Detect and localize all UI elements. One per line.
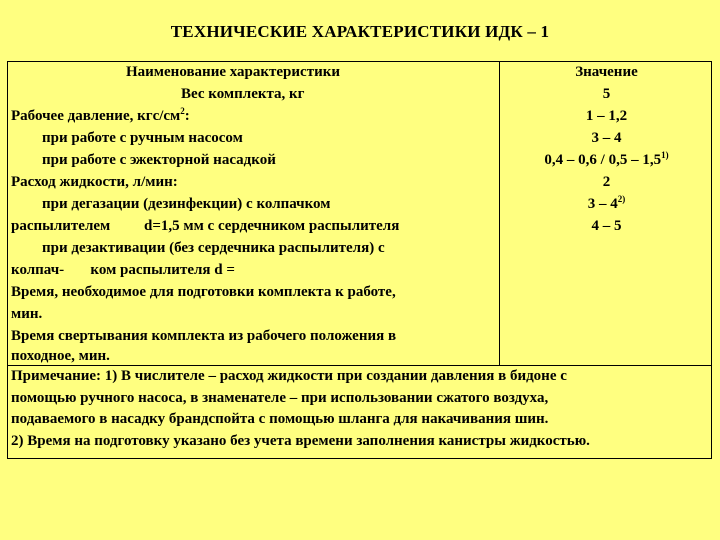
row-flow-label: Расход жидкости, л/мин: bbox=[11, 174, 178, 190]
row-pressure-label: Рабочее давление, кгс/$см^2$: bbox=[11, 106, 190, 124]
note-line-2: помощью ручного насоса, в знаменателе – при использовании сжатого воздуха, bbox=[11, 389, 549, 406]
row-hand-pump-value: 3 – 4 bbox=[591, 130, 622, 146]
row-weight-value: 5 bbox=[602, 86, 611, 102]
row-ejector-label: при работе с эжекторной насадкой bbox=[42, 152, 276, 168]
row-flow-value: 2 bbox=[602, 174, 611, 190]
header-value-column: Значение bbox=[575, 64, 638, 80]
row-hand-pump-label: при работе с ручным насосом bbox=[42, 130, 243, 146]
row-weight-label: Вес комплекта, кг bbox=[181, 86, 305, 102]
row-fold-time-unit: походное, мин. bbox=[11, 348, 110, 364]
row-degassing-value: 3 – 4$^{2)}$ bbox=[587, 194, 626, 212]
row-fold-time-label: Время свертывания комплекта из рабочего положения в bbox=[11, 328, 397, 344]
row-prep-time-unit: мин. bbox=[11, 306, 43, 322]
page-title: ТЕХНИЧЕСКИЕ ХАРАКТЕРИСТИКИ ИДК – 1 bbox=[170, 22, 550, 41]
row-prep-time-label: Время, необходимое для подготовки комплекта к работе, bbox=[11, 284, 396, 300]
note-line-3: подаваемого в насадку брандспойта с помощью шланга для накачивания шин. bbox=[11, 411, 549, 427]
note-line-1: Примечание: 1) В числителе – расход жидкости при создании давления в бидоне с bbox=[11, 368, 567, 384]
row-decontamination-label: при дезактивации (без сердечника распылителя) с bbox=[42, 240, 385, 256]
row-cap-label: колпач- ком распылителя d = bbox=[11, 262, 235, 278]
row-degassing-label: при дегазации (дезинфекции) с колпачком bbox=[42, 196, 331, 212]
row-pressure-value: 1 – 1,2 bbox=[585, 108, 628, 124]
characteristics-table bbox=[7, 61, 712, 459]
table-note bbox=[11, 366, 711, 452]
column-divider bbox=[499, 62, 500, 365]
row-sprayer-value: 4 – 5 bbox=[591, 218, 622, 234]
row-sprayer-label: распылителем d=1,5 мм с сердечником распылителя bbox=[11, 218, 400, 234]
row-ejector-value: 0,4 – 0,6 / 0,5 – 1,5$^{1)}$ bbox=[544, 150, 669, 168]
header-name-column: Наименование характеристики bbox=[126, 64, 340, 80]
note-line-4: 2) Время на подготовку указано без учета времени заполнения канистры жидкостью. bbox=[11, 432, 590, 449]
